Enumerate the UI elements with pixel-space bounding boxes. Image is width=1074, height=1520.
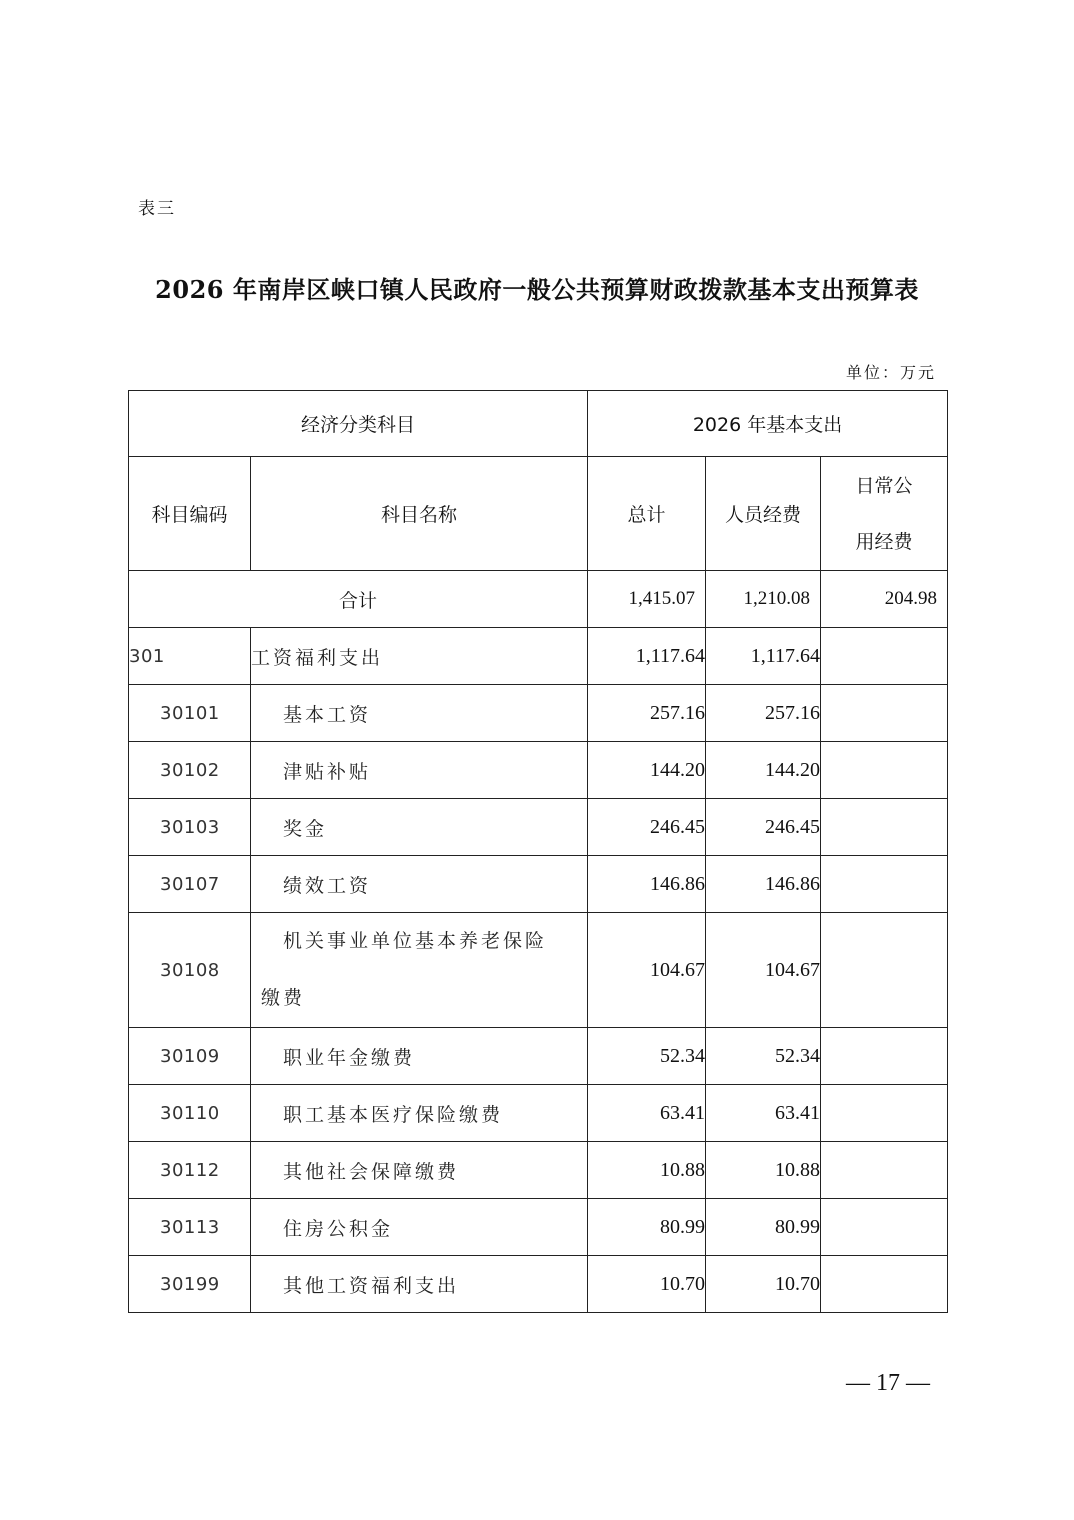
table-row [129, 742, 948, 799]
table-row [129, 913, 948, 1028]
row-code: 30103 [129, 799, 251, 856]
row-name: 工资福利支出 [251, 628, 588, 685]
row-public [821, 856, 948, 913]
header-row-1 [129, 391, 948, 457]
row-public [821, 1256, 948, 1313]
row-personnel: 63.41 [706, 1085, 821, 1142]
row-total: 63.41 [588, 1085, 706, 1142]
row-total: 144.20 [588, 742, 706, 799]
row-public [821, 742, 948, 799]
table-label: 表三 [138, 199, 176, 219]
total-row [129, 571, 948, 628]
table-row [129, 856, 948, 913]
row-personnel: 10.88 [706, 1142, 821, 1199]
table-row [129, 799, 948, 856]
row-code: 30113 [129, 1199, 251, 1256]
row-personnel: 246.45 [706, 799, 821, 856]
row-personnel: 257.16 [706, 685, 821, 742]
row-public [821, 1085, 948, 1142]
table-row [129, 1256, 948, 1313]
row-public [821, 913, 948, 1028]
row-personnel: 1,117.64 [706, 628, 821, 685]
row-total: 80.99 [588, 1199, 706, 1256]
table-row [129, 1028, 948, 1085]
row-personnel: 52.34 [706, 1028, 821, 1085]
total-label: 合计 [129, 571, 588, 628]
row-name: 津贴补贴 [251, 742, 588, 799]
row-public [821, 685, 948, 742]
document-title: 2026 年南岸区峡口镇人民政府一般公共预算财政拨款基本支出预算表 [155, 275, 919, 304]
unit-label: 单位：万元 [846, 363, 937, 382]
row-code: 30199 [129, 1256, 251, 1313]
row-name [251, 913, 588, 1028]
header-public-text: 日常公用经费 [855, 474, 913, 553]
row-name: 绩效工资 [251, 856, 588, 913]
row-total: 10.70 [588, 1256, 706, 1313]
row-personnel: 80.99 [706, 1199, 821, 1256]
row-code: 30101 [129, 685, 251, 742]
row-public [821, 628, 948, 685]
row-personnel: 146.86 [706, 856, 821, 913]
table-row [129, 685, 948, 742]
header-econ-class: 经济分类科目 [129, 391, 588, 457]
row-name: 其他工资福利支出 [251, 1256, 588, 1313]
row-total: 52.34 [588, 1028, 706, 1085]
row-personnel: 144.20 [706, 742, 821, 799]
row-code: 30108 [129, 913, 251, 1028]
row-personnel: 104.67 [706, 913, 821, 1028]
header-row-2 [129, 457, 948, 571]
row-code: 30102 [129, 742, 251, 799]
total-sum: 1,415.07 [588, 571, 706, 628]
row-personnel: 10.70 [706, 1256, 821, 1313]
row-total: 1,117.64 [588, 628, 706, 685]
total-public: 204.98 [821, 571, 948, 628]
row-name: 职工基本医疗保险缴费 [251, 1085, 588, 1142]
row-total: 246.45 [588, 799, 706, 856]
row-name: 其他社会保障缴费 [251, 1142, 588, 1199]
table-row [129, 628, 948, 685]
row-code: 301 [129, 628, 251, 685]
row-public [821, 1199, 948, 1256]
row-total: 257.16 [588, 685, 706, 742]
row-total: 104.67 [588, 913, 706, 1028]
row-code: 30109 [129, 1028, 251, 1085]
header-public [821, 457, 948, 571]
row-public [821, 1142, 948, 1199]
budget-table [128, 390, 948, 1313]
page-number: — 17 — [846, 1370, 930, 1396]
row-public [821, 1028, 948, 1085]
header-name: 科目名称 [251, 457, 588, 571]
row-name: 住房公积金 [251, 1199, 588, 1256]
row-name-text: 机关事业单位基本养老保险缴费 [261, 930, 548, 1009]
header-basic-expense: 2026 年基本支出 [588, 391, 948, 457]
row-code: 30112 [129, 1142, 251, 1199]
row-code: 30107 [129, 856, 251, 913]
table-row [129, 1142, 948, 1199]
header-code: 科目编码 [129, 457, 251, 571]
row-name: 奖金 [251, 799, 588, 856]
total-personnel: 1,210.08 [706, 571, 821, 628]
row-name: 职业年金缴费 [251, 1028, 588, 1085]
header-personnel: 人员经费 [706, 457, 821, 571]
row-name: 基本工资 [251, 685, 588, 742]
table-row [129, 1085, 948, 1142]
row-code: 30110 [129, 1085, 251, 1142]
row-total: 10.88 [588, 1142, 706, 1199]
header-total: 总计 [588, 457, 706, 571]
row-public [821, 799, 948, 856]
table-row [129, 1199, 948, 1256]
row-total: 146.86 [588, 856, 706, 913]
